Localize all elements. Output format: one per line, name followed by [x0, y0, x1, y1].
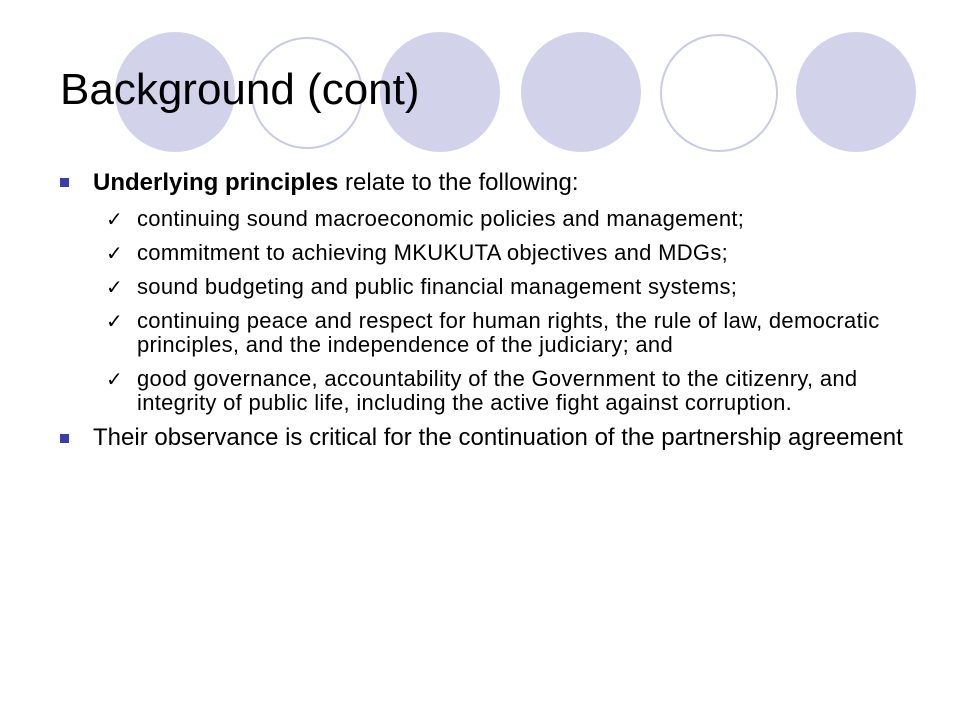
bullet-underlying-principles: [60, 170, 940, 196]
sub-bullet-text: commitment to achieving MKUKUTA objectives and MDGs;: [137, 240, 729, 265]
slide-title: Background (cont): [60, 65, 420, 114]
sub-bullet-text: continuing sound macroeconomic policies and management;: [137, 206, 745, 231]
square-bullet-icon: [60, 178, 69, 187]
bullet-bold-text: Underlying principles: [93, 169, 339, 196]
sub-bullet-text: continuing peace and respect for human rights, the rule of law, democratic principles, and the independence of the judiciary; and: [137, 308, 880, 357]
decorative-circle-filled: [796, 32, 916, 152]
checkmark-icon: ✓: [106, 241, 124, 265]
sub-bullet: [60, 241, 940, 265]
square-bullet-icon: [60, 434, 69, 443]
sub-bullet: [60, 367, 940, 415]
checkmark-icon: ✓: [106, 207, 124, 231]
checkmark-icon: ✓: [106, 275, 124, 299]
checkmark-icon: ✓: [106, 309, 124, 333]
bullet-text: Their observance is critical for the continuation of the partnership agreement: [93, 424, 903, 451]
sub-bullet: [60, 309, 940, 357]
bullet-text: relate to the following:: [338, 169, 579, 196]
checkmark-icon: ✓: [106, 367, 124, 391]
decorative-circle-filled: [521, 32, 641, 152]
decorative-circle-outline: [660, 34, 778, 152]
sub-bullet: [60, 207, 940, 231]
slide-body: [60, 170, 940, 462]
sub-bullet-text: sound budgeting and public financial management systems;: [137, 274, 738, 299]
bullet-observance: [60, 425, 940, 451]
sub-bullet: [60, 275, 940, 299]
sub-bullet-text: good governance, accountability of the Government to the citizenry, and integrity of public life, including the active fight against corruption.: [137, 366, 858, 415]
